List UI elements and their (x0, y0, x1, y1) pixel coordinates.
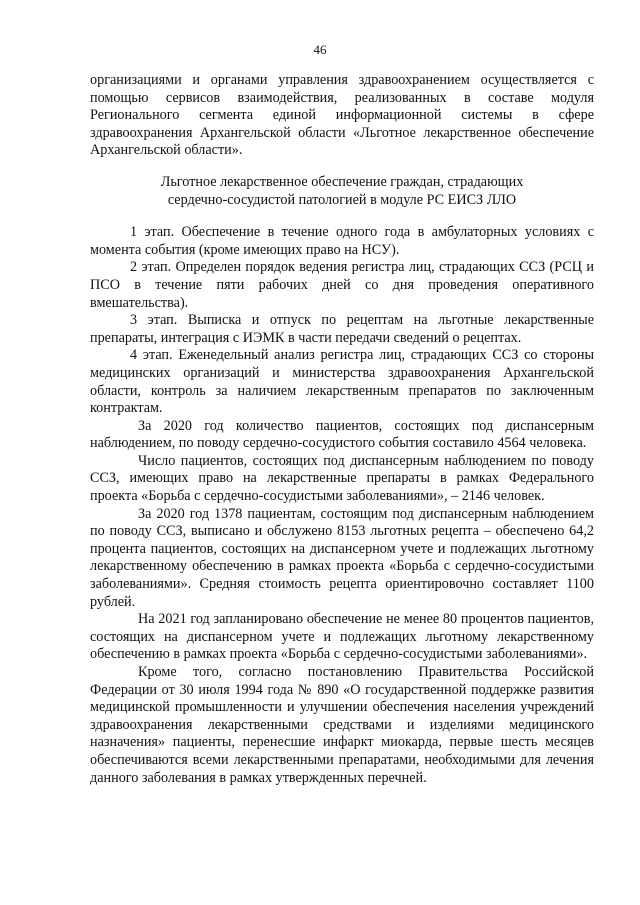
stage-4-paragraph: 4 этап. Еженедельный анализ регистра лиц, страдающих ССЗ со стороны медицинских организаций и министерства здравоохранения Архангельской области, контроль за наличием лекарственным препаратов по заключенным контрактам. (90, 347, 594, 417)
stage-3-paragraph: 3 этап. Выписка и отпуск по рецептам на льготные лекарственные препараты, интеграция с ИЭМК в части передачи сведений о рецептах. (90, 312, 594, 346)
document-body (90, 72, 594, 787)
page-number: 46 (313, 42, 327, 57)
resolution-paragraph: Кроме того, согласно постановлению Правительства Российской Федерации от 30 июля 1994 года № 890 «О государственной поддержке развития медицинской промышленности и улучшении обеспечения населения учреждений здравоохранения лекарственными средствами и изделиями медицинского назначения» пациенты, перенесшие инфаркт миокарда, первые шесть месяцев обеспечиваются всеми лекарственными препаратами, необходимыми для лечения данного заболевания в рамках утвержденных перечней. (90, 664, 594, 786)
patients-2020-paragraph: За 2020 год количество пациентов, состоящих под диспансерным наблюдением, по поводу сердечно-сосудистого события составило 4564 человека. (90, 417, 594, 452)
stage-2-paragraph: 2 этап. Определен порядок ведения регистра лиц, страдающих ССЗ (РСЦ и ПСО в течение пяти рабочих дней со дня проведения оперативного вмешательства). (90, 259, 594, 311)
heading-line-1: Льготное лекарственное обеспечение граждан, страдающих (160, 173, 524, 190)
stage-1-paragraph: 1 этап. Обеспечение в течение одного года в амбулаторных условиях с момента события (кроме имеющих право на НСУ). (90, 224, 594, 258)
plan-2021-paragraph: На 2021 год запланировано обеспечение не менее 80 процентов пациентов, состоящих на диспансерном учете и подлежащих льготному лекарственному обеспечению в рамках проекта «Борьба с сердечно-сосудистыми заболеваниями». (90, 611, 594, 663)
section-heading (90, 174, 594, 209)
heading-line-2: сердечно-сосудистой патологией в модуле РС ЕИСЗ ЛЛО (167, 191, 517, 208)
intro-paragraph: организациями и органами управления здравоохранением осуществляется с помощью сервисов взаимодействия, реализованных в составе модуля Регионального сегмента единой информационной системы в сфере здравоохранения Архангельской области «Льготное лекарственное обеспечение Архангельской области». (90, 72, 594, 159)
prescriptions-paragraph: За 2020 год 1378 пациентам, состоящим под диспансерным наблюдением по поводу ССЗ, выписано и обслужено 8153 льготных рецепта – обеспечено 64,2 процента пациентов, состоящих на диспансерном учете и подлежащих льготному лекарственному обеспечению в рамках проекта «Борьба с сердечно-сосудистыми заболеваниями». Средняя стоимость рецепта ориентировочно составляет 1100 рублей. (90, 505, 594, 610)
eligible-patients-paragraph: Число пациентов, состоящих под диспансерным наблюдением по поводу ССЗ, имеющих право на лекарственные препараты в рамках Федерального проекта «Борьба с сердечно-сосудистыми заболеваниями», – 2146 человек. (90, 452, 594, 505)
